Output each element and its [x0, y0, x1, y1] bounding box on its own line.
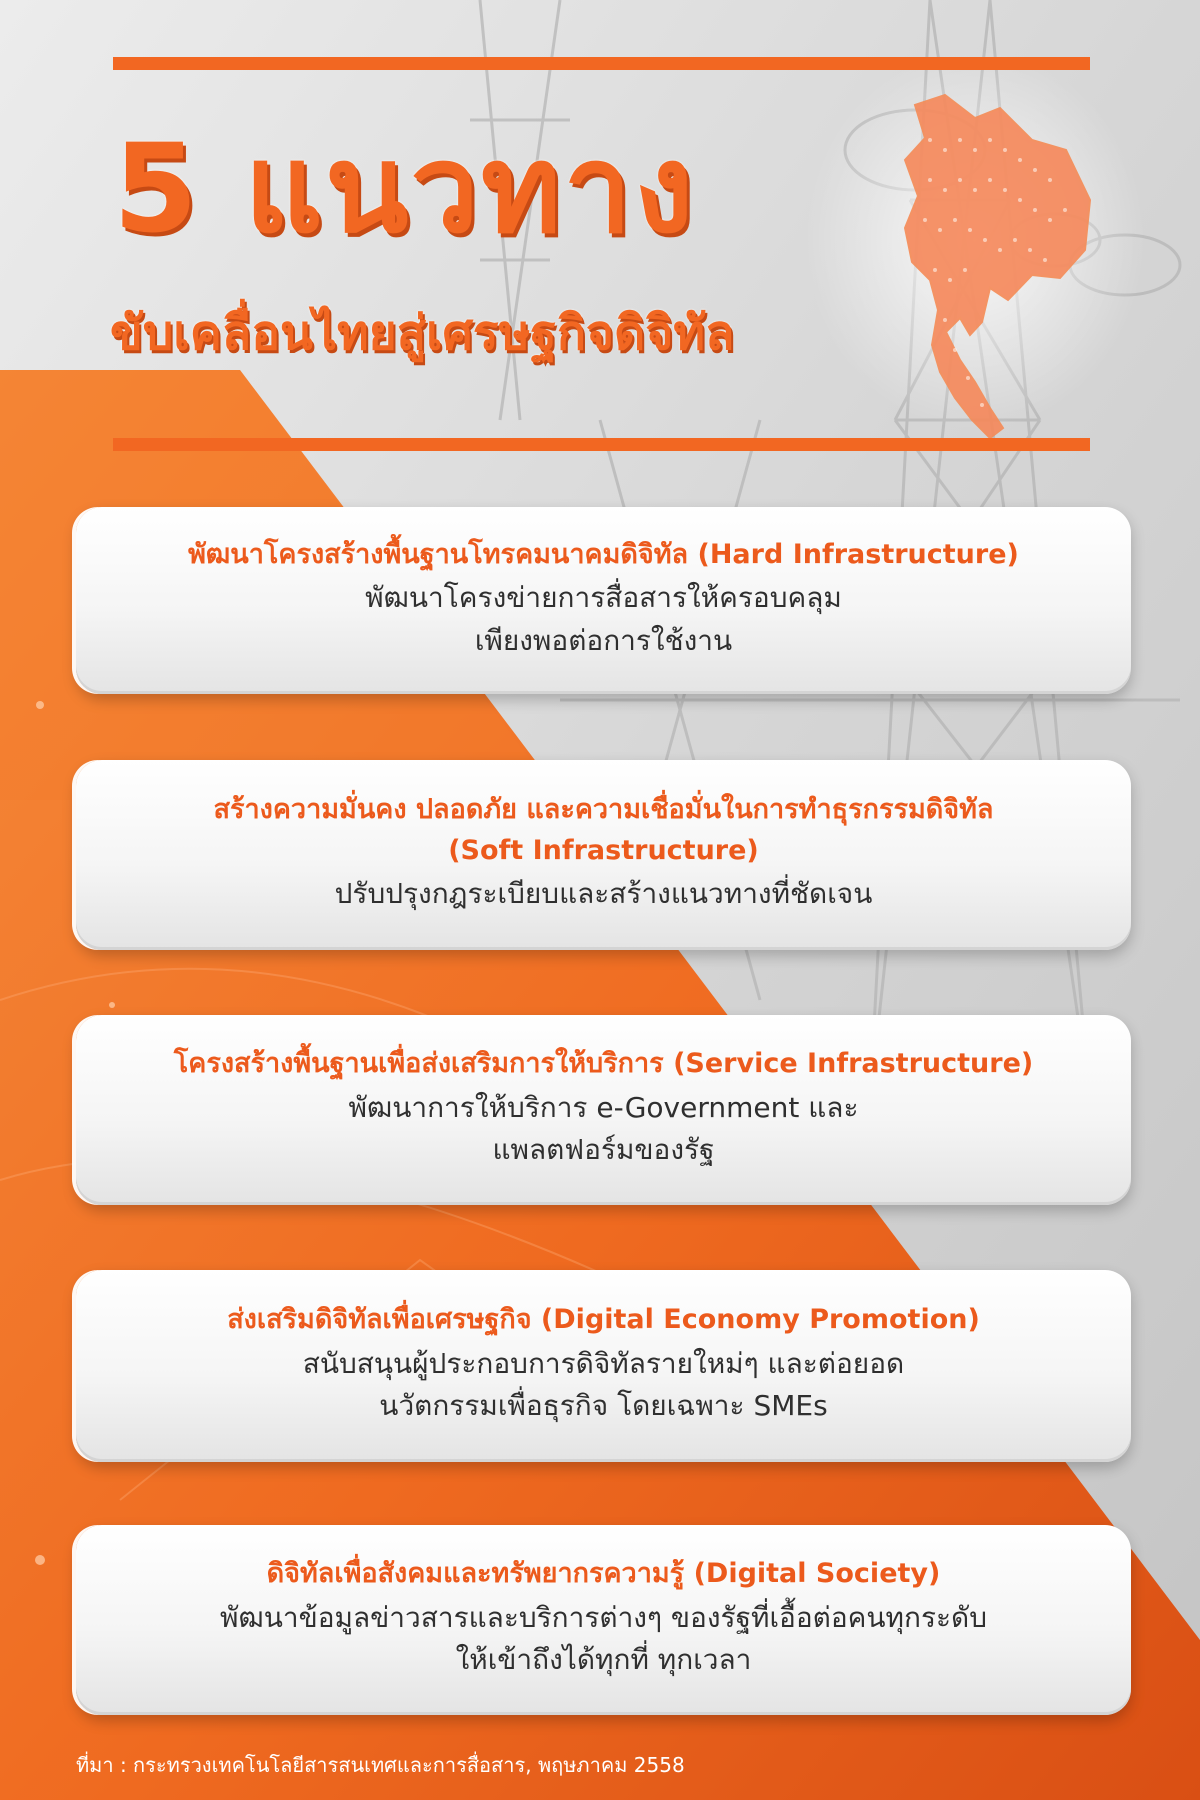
guideline-card-service-infrastructure [76, 1015, 1131, 1205]
bottom-divider-rule [113, 438, 1090, 451]
card-description-line: ให้เข้าถึงได้ทุกที่ ทุกเวลา [455, 1643, 752, 1677]
card-description [220, 1597, 987, 1682]
card-description-line: แพลตฟอร์มของรัฐ [492, 1133, 715, 1167]
page-subtitle: ขับเคลื่อนไทยสู่เศรษฐกิจดิจิทัล [110, 305, 735, 361]
card-description-line: เพียงพอต่อการใช้งาน [474, 623, 733, 657]
card-description-line: พัฒนาโครงข่ายการสื่อสารให้ครอบคลุม [365, 581, 842, 615]
guideline-card-digital-society [76, 1525, 1131, 1715]
top-divider-rule [113, 57, 1090, 70]
card-description [303, 1343, 904, 1428]
card-description-line: นวัตกรรมเพื่อธุรกิจ โดยเฉพาะ SMEs [379, 1389, 828, 1423]
card-description [365, 577, 842, 662]
guideline-card-digital-economy-promotion [76, 1270, 1131, 1462]
card-description-line: พัฒนาการให้บริการ e-Government และ [348, 1090, 859, 1124]
card-title-line: (Soft Infrastructure) [448, 834, 759, 866]
source-citation: ที่มา : กระทรวงเทคโนโลยีสารสนเทศและการสื่อสาร, พฤษภาคม 2558 [76, 1753, 685, 1777]
card-description [348, 1087, 858, 1172]
card-title: พัฒนาโครงสร้างพื้นฐานโทรคมนาคมดิจิทัล (Hard Infrastructure) [188, 538, 1019, 570]
card-description-line: พัฒนาข้อมูลข่าวสารและบริการต่างๆ ของรัฐที่เอื้อต่อคนทุกระดับ [219, 1600, 987, 1634]
card-description-line: ปรับปรุงกฎระเบียบและสร้างแนวทางที่ชัดเจน [334, 877, 873, 911]
page-title: 5 แนวทาง [113, 118, 696, 260]
card-title-line: สร้างความมั่นคง ปลอดภัย และความเชื่อมั่นในการทำธุรกรรมดิจิทัล [213, 794, 994, 826]
card-title [214, 790, 994, 871]
card-title: ส่งเสริมดิจิทัลเพื่อเศรษฐกิจ (Digital Economy Promotion) [227, 1304, 980, 1336]
card-description [335, 873, 873, 916]
card-description-line: สนับสนุนผู้ประกอบการดิจิทัลรายใหม่ๆ และต่อยอด [302, 1346, 905, 1380]
card-title: โครงสร้างพื้นฐานเพื่อส่งเสริมการให้บริการ (Service Infrastructure) [173, 1048, 1034, 1080]
card-title: ดิจิทัลเพื่อสังคมและทรัพยากรความรู้ (Digital Society) [266, 1558, 941, 1590]
guideline-card-soft-infrastructure [76, 760, 1131, 950]
guideline-card-hard-infrastructure [76, 507, 1131, 694]
